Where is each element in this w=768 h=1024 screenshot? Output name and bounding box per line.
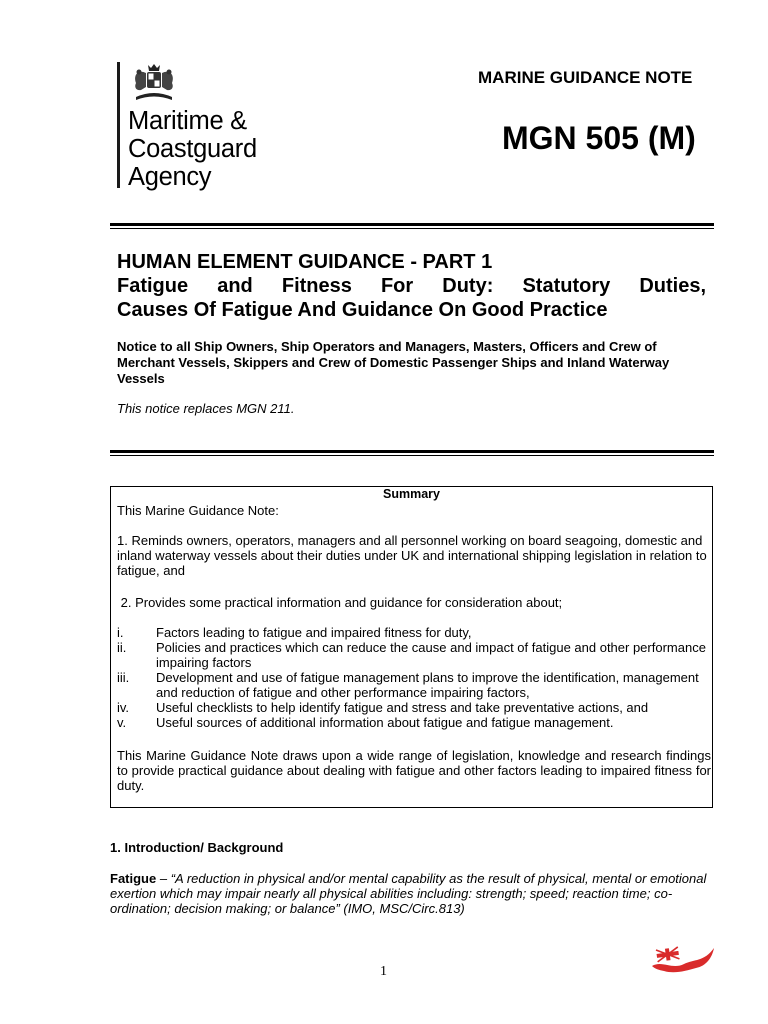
- definition-dash: –: [156, 871, 171, 886]
- note-number: MGN 505 (M): [502, 120, 696, 156]
- list-item: [117, 670, 709, 700]
- summary-point-1: 1. Reminds owners, operators, managers and all personnel working on board seagoing, domestic and inland waterway vessels about their duties under UK and international shipping legislation in relation to fatigue, and: [117, 533, 707, 578]
- list-item-text: Factors leading to fatigue and impaired fitness for duty,: [156, 625, 472, 640]
- summary-intro: This Marine Guidance Note:: [117, 503, 279, 518]
- replaces-notice: This notice replaces MGN 211.: [117, 401, 295, 416]
- agency-name-line-1: Maritime &: [128, 107, 247, 135]
- list-item: [117, 640, 709, 670]
- note-type: MARINE GUIDANCE NOTE: [478, 68, 693, 87]
- list-item: [117, 700, 709, 715]
- audience-notice: Notice to all Ship Owners, Ship Operators and Managers, Masters, Officers and Crew of Merchant Vessels, Skippers and Crew of Domestic Passenger Ships and Inland Waterway Vessels: [117, 339, 670, 386]
- document-subtitle: [117, 274, 706, 322]
- summary-closing: This Marine Guidance Note draws upon a wide range of legislation, knowledge and research findings to provide practical guidance about dealing with fatigue and other factors leading to impaired fitness for duty.: [117, 748, 711, 793]
- list-item: [117, 715, 709, 730]
- list-item-text: Useful checklists to help identify fatigue and stress and take preventative actions, and: [156, 700, 649, 715]
- logo-divider-bar: [117, 62, 120, 188]
- fatigue-definition: [110, 871, 710, 916]
- list-item-text: Development and use of fatigue management plans to improve the identification, management and reduction of fatigue and other performance impairing factors,: [156, 670, 699, 700]
- definition-text: “A reduction in physical and/or mental capability as the result of physical, mental or emotional exertion which may impair nearly all physical abilities including: strength; speed; reaction time; co-ordination; decision making; or balance” (IMO, MSC/Circ.813): [110, 871, 707, 916]
- subtitle-line-2: Causes Of Fatigue And Guidance On Good Practice: [117, 299, 608, 321]
- list-item-number: iv.: [117, 700, 130, 715]
- page-number: 1: [380, 964, 387, 979]
- definition-term: Fatigue: [110, 871, 157, 886]
- list-item-number: i.: [117, 625, 124, 640]
- summary-heading: Summary: [383, 487, 440, 501]
- agency-name: [128, 107, 257, 191]
- summary-point-2: 2. Provides some practical information and guidance for consideration about;: [117, 595, 563, 610]
- part-title: HUMAN ELEMENT GUIDANCE - PART 1: [117, 251, 493, 273]
- list-item-text: Useful sources of additional information about fatigue and fatigue management.: [156, 715, 614, 730]
- list-item-number: ii.: [117, 640, 127, 655]
- red-ensign-flag-icon: [650, 944, 716, 974]
- agency-name-line-3: Agency: [128, 163, 212, 191]
- section-heading: 1. Introduction/ Background: [110, 840, 284, 855]
- royal-crest-icon: [128, 63, 180, 103]
- agency-name-line-2: Coastguard: [128, 135, 257, 163]
- subtitle-line-1: Fatigue and Fitness For Duty: Statutory Duties,: [117, 275, 706, 297]
- list-item-number: iii.: [117, 670, 130, 685]
- summary-box: [110, 486, 713, 808]
- list-item: [117, 625, 709, 640]
- summary-list: [117, 625, 709, 730]
- title-divider: [110, 450, 714, 456]
- header-divider: [110, 223, 714, 229]
- list-item-number: v.: [117, 715, 127, 730]
- list-item-text: Policies and practices which can reduce the cause and impact of fatigue and other performance impairing factors: [156, 640, 706, 670]
